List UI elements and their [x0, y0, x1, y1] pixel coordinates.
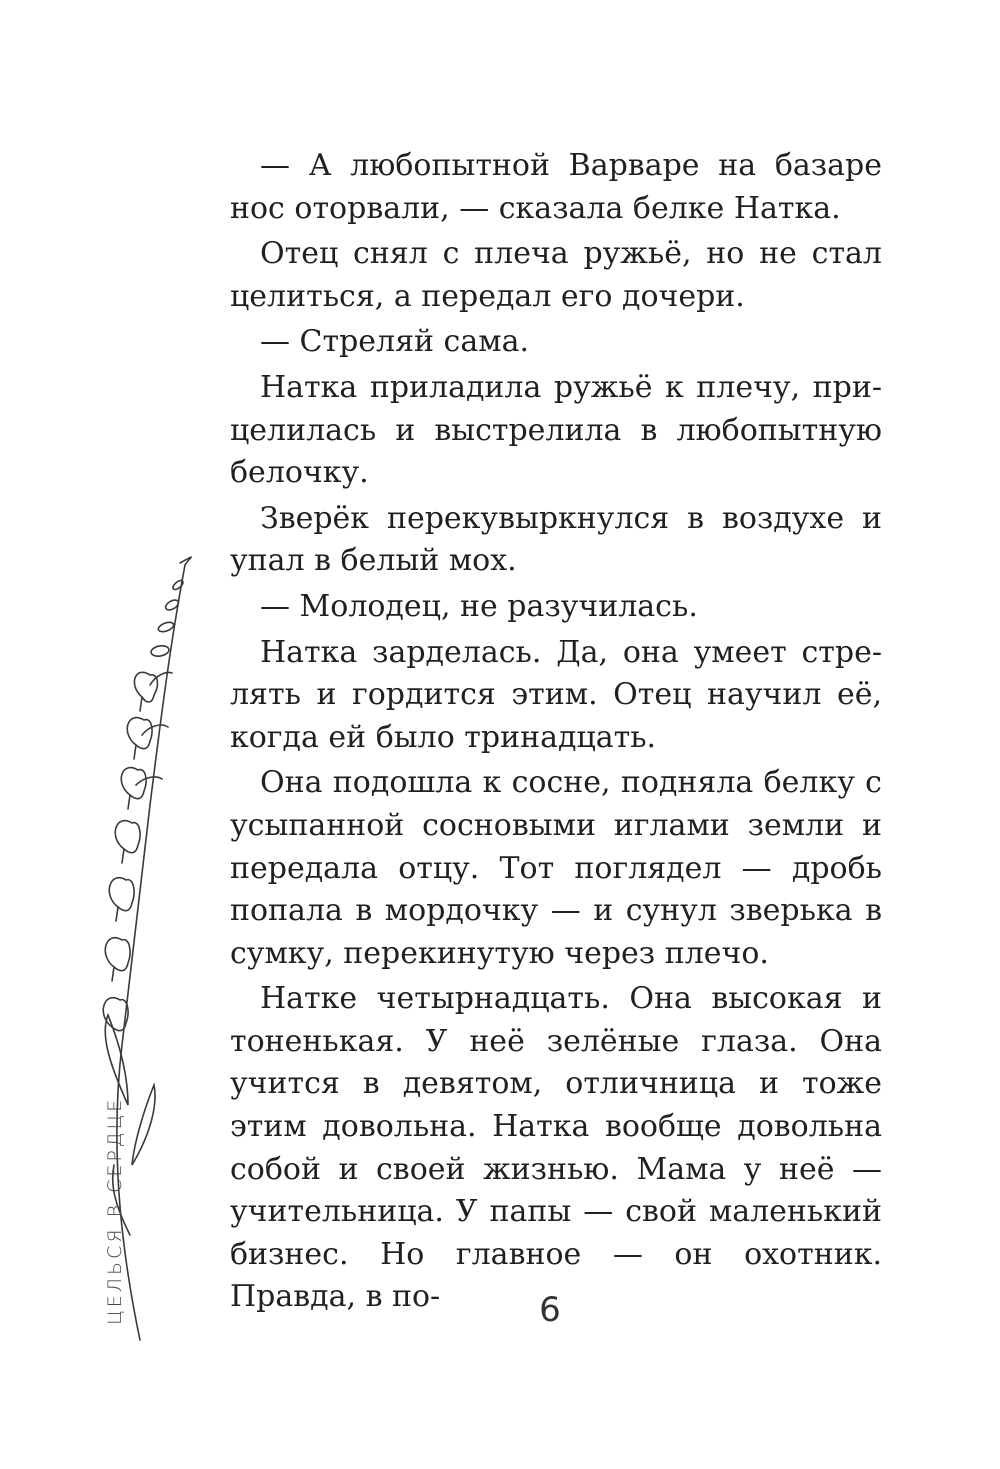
paragraph: Она подошла к сосне, подняла белку с усыпанной сосновыми иглами земли и передала отцу. Тот поглядел — дробь попала в мордочку — и сунул зверька в сумку, перекинутую через плечо. — [230, 765, 882, 971]
page-number: 6 — [539, 1290, 561, 1330]
paragraph: Зверёк перекувыркнулся в воздухе и упал в белый мох. — [230, 500, 882, 579]
running-title: ЦЕЛЬСЯ В СЕРДЦЕ — [104, 1096, 126, 1325]
paragraph: Натка приладила ружьё к плечу, прицелилась и выстрелила в любопытную белочку. — [230, 369, 882, 491]
body-text — [230, 145, 882, 1319]
bleeding-heart-flower-illustration — [80, 545, 210, 1345]
paragraph: — Молодец, не разучилась. — [260, 588, 698, 624]
paragraph: — А любопытной Варваре на базаре нос оторвали, — сказала белке Натка. — [230, 148, 882, 226]
paragraph: Натке четырнадцать. Она высокая и тоненькая. У неё зелёные глаза. Она учится в девятом, отличница и тоже этим довольна. Натка вообще довольна собой и своей жизнью. Мама у неё — учительница. У папы — свой маленький бизнес. Но главное — он охотник. Правда, в по- — [230, 981, 882, 1315]
paragraph: Отец снял с плеча ружьё, но не стал целиться, а передал его дочери. — [230, 236, 882, 314]
paragraph: Натка зарделась. Да, она умеет стрелять и гордится этим. Отец научил её, когда ей было тринадцать. — [230, 634, 882, 755]
paragraph: — Стреляй сама. — [260, 324, 530, 360]
